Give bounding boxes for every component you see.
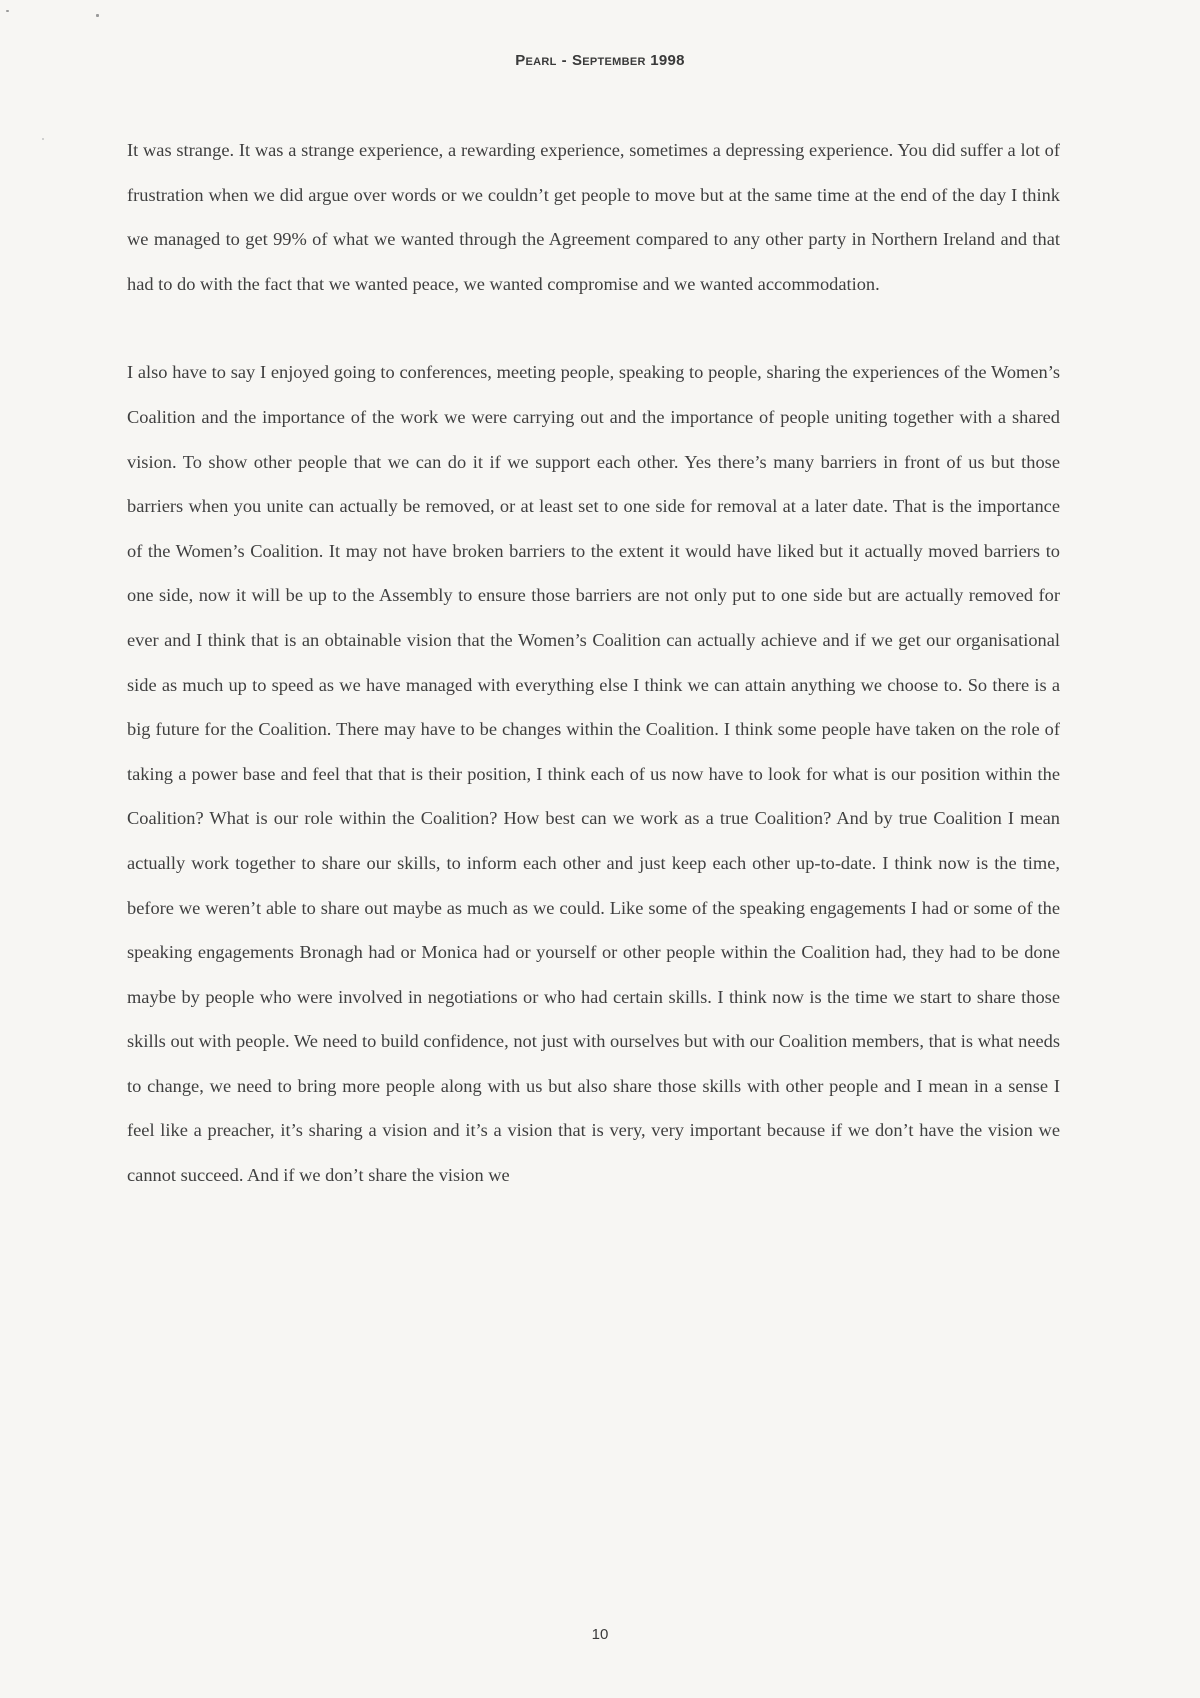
paragraph: I also have to say I enjoyed going to conferences, meeting people, speaking to people, sharing the experiences of the Women’s Coalition and the importance of the work we were carrying out and the importance of people uniting together with a shared vision. To show other people that we can do it if we support each other. Yes there’s many barriers in front of us but those barriers when you unite can actually be removed, or at least set to one side for removal at a later date. That is the importance of the Women’s Coalition. It may not have broken barriers to the extent it would have liked but it actually moved barriers to one side, now it will be up to the Assembly to ensure those barriers are not only put to one side but are actually removed for ever and I think that is an obtainable vision that the Women’s Coalition can actually achieve and if we get our organisational side as much up to speed as we have managed with everything else I think we can attain anything we choose to. So there is a big future for the Coalition. There may have to be changes within the Coalition. I think some people have taken on the role of taking a power base and feel that that is their position, I think each of us now have to look for what is our position within the Coalition? What is our role within the Coalition? How best can we work as a true Coalition? And by true Coalition I mean actually work together to share our skills, to inform each other and just keep each other up-to-date. I think now is the time, before we weren’t able to share out maybe as much as we could. Like some of the speaking engagements I had or some of the speaking engagements Bronagh had or Monica had or yourself or other people within the Coalition had, they had to be done maybe by people who were involved in negotiations or who had certain skills. I think now is the time we start to share those skills out with people. We need to build confidence, not just with ourselves but with our Coalition members, that is what needs to change, we need to bring more people along with us but also share those skills with other people and I mean in a sense I feel like a preacher, it’s sharing a vision and it’s a vision that is very, very important because if we don’t have the vision we cannot succeed. And if we don’t share the vision we [127, 362, 1060, 1186]
scan-speck [42, 138, 44, 140]
header-separator: - [561, 52, 567, 69]
header-date: September 1998 [571, 52, 685, 69]
body-text [127, 128, 1060, 1198]
header-name: Pearl [515, 52, 557, 69]
paragraph: It was strange. It was a strange experience, a rewarding experience, sometimes a depressing experience. You did suffer a lot of frustration when we did argue over words or we couldn’t get people to move but at the same time at the end of the day I think we managed to get 99% of what we wanted through the Agreement compared to any other party in Northern Ireland and that had to do with the fact that we wanted peace, we wanted compromise and we wanted accommodation. [127, 140, 1060, 294]
running-header [0, 52, 1200, 69]
scan-speck [6, 10, 9, 12]
scan-speck [96, 14, 99, 17]
page-number: 10 [591, 1626, 609, 1643]
